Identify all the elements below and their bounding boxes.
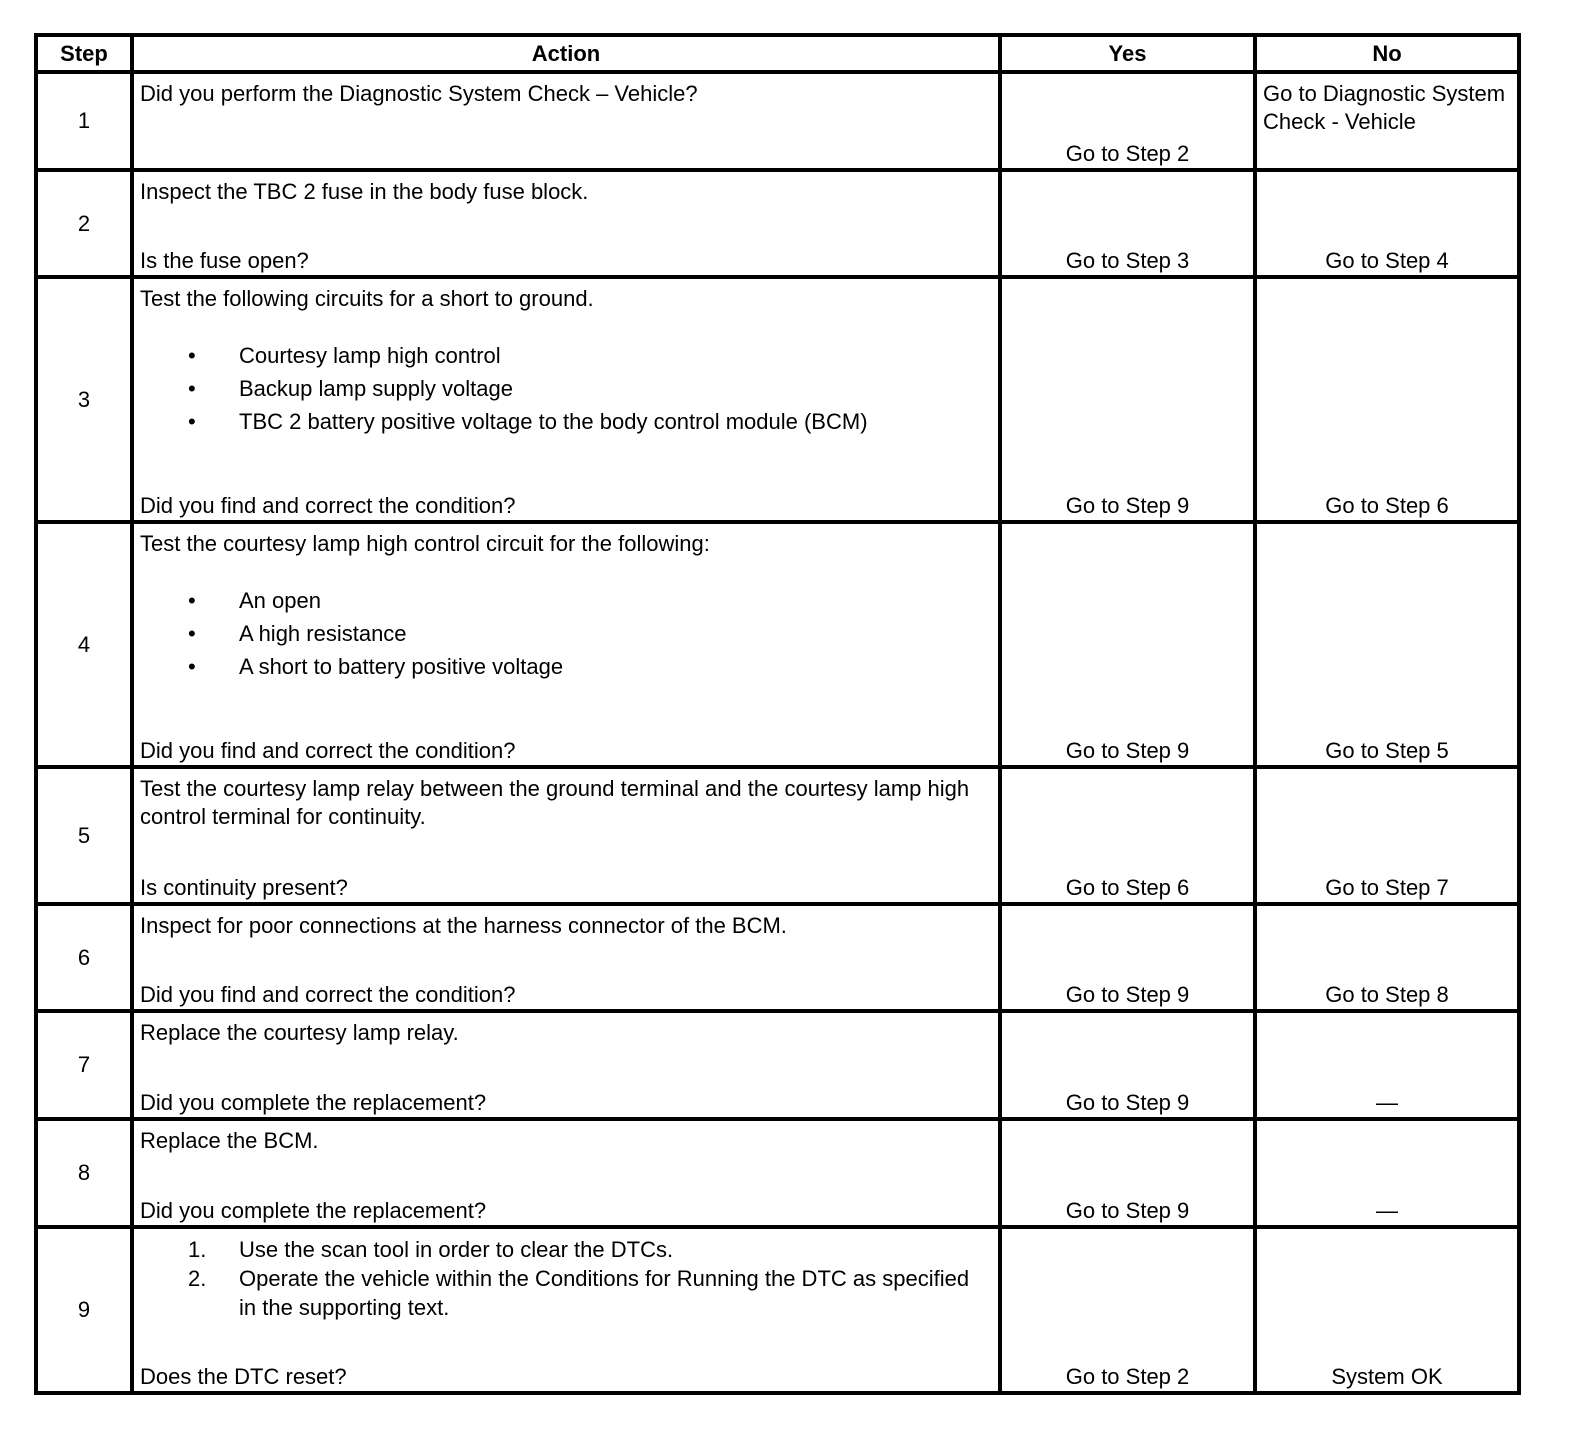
step-number: 7 xyxy=(36,1011,132,1119)
no-cell: Go to Step 5 xyxy=(1255,522,1519,767)
diagnostic-table xyxy=(34,33,1521,1395)
no-cell: Go to Step 8 xyxy=(1255,904,1519,1011)
list-item-text: TBC 2 battery positive voltage to the body control module (BCM) xyxy=(239,409,868,434)
action-text: Test the following circuits for a short to ground. xyxy=(140,286,594,311)
list-item xyxy=(140,1264,992,1322)
list-item-text: Operate the vehicle within the Conditions for Running the DTC as specified in the supporting text. xyxy=(239,1266,970,1320)
yes-cell: Go to Step 3 xyxy=(1000,170,1255,277)
no-cell: — xyxy=(1255,1119,1519,1227)
bullet-icon: • xyxy=(188,588,196,613)
yes-cell: Go to Step 9 xyxy=(1000,522,1255,767)
table-row xyxy=(36,72,1519,170)
no-cell: Go to Step 4 xyxy=(1255,170,1519,277)
list-number: 2. xyxy=(188,1266,207,1291)
action-text: Inspect the TBC 2 fuse in the body fuse block. xyxy=(140,179,589,204)
step-number: 3 xyxy=(36,277,132,522)
yes-cell: Go to Step 2 xyxy=(1000,1227,1255,1393)
action-cell xyxy=(132,904,1000,1011)
table-row xyxy=(36,1011,1519,1119)
list-item xyxy=(140,650,992,683)
list-item-text: Backup lamp supply voltage xyxy=(239,376,513,401)
action-cell xyxy=(132,1119,1000,1227)
action-question: Is the fuse open? xyxy=(140,248,309,273)
action-cell xyxy=(132,170,1000,277)
list-item-text: An open xyxy=(239,588,321,613)
step-number: 8 xyxy=(36,1119,132,1227)
no-cell: Go to Step 7 xyxy=(1255,767,1519,904)
yes-cell: Go to Step 9 xyxy=(1000,277,1255,522)
yes-cell: Go to Step 9 xyxy=(1000,1011,1255,1119)
list-item xyxy=(140,617,992,650)
action-question: Did you complete the replacement? xyxy=(140,1198,487,1223)
list-item-text: Use the scan tool in order to clear the DTCs. xyxy=(239,1237,674,1262)
header-action: Action xyxy=(132,35,1000,72)
action-cell xyxy=(132,277,1000,522)
action-question: Did you find and correct the condition? xyxy=(140,493,516,518)
no-cell: Go to Diagnostic System Check - Vehicle xyxy=(1255,72,1519,170)
header-no: No xyxy=(1255,35,1519,72)
action-text: Replace the BCM. xyxy=(140,1128,319,1153)
action-question: Did you find and correct the condition? xyxy=(140,738,516,763)
no-cell: — xyxy=(1255,1011,1519,1119)
list-item xyxy=(140,584,992,617)
header-step: Step xyxy=(36,35,132,72)
action-cell xyxy=(132,1227,1000,1393)
action-cell xyxy=(132,767,1000,904)
action-text: Did you perform the Diagnostic System Check – Vehicle? xyxy=(140,81,698,106)
list-item xyxy=(140,339,992,372)
table-row xyxy=(36,170,1519,277)
bullet-icon: • xyxy=(188,343,196,368)
list-item xyxy=(140,405,992,438)
action-text: Replace the courtesy lamp relay. xyxy=(140,1020,459,1045)
action-question: Did you find and correct the condition? xyxy=(140,982,516,1007)
no-cell: Go to Step 6 xyxy=(1255,277,1519,522)
numbered-list xyxy=(140,1235,992,1322)
table-row xyxy=(36,767,1519,904)
step-number: 6 xyxy=(36,904,132,1011)
yes-cell: Go to Step 9 xyxy=(1000,1119,1255,1227)
action-question: Is continuity present? xyxy=(140,875,348,900)
table-row xyxy=(36,522,1519,767)
table-row xyxy=(36,1227,1519,1393)
bullet-list xyxy=(140,339,992,438)
step-number: 1 xyxy=(36,72,132,170)
bullet-list xyxy=(140,584,992,683)
action-question: Did you complete the replacement? xyxy=(140,1090,487,1115)
step-number: 5 xyxy=(36,767,132,904)
yes-cell: Go to Step 2 xyxy=(1000,72,1255,170)
action-cell xyxy=(132,72,1000,170)
list-item-text: A short to battery positive voltage xyxy=(239,654,564,679)
no-cell: System OK xyxy=(1255,1227,1519,1393)
bullet-icon: • xyxy=(188,621,196,646)
step-number: 9 xyxy=(36,1227,132,1393)
action-cell xyxy=(132,1011,1000,1119)
table-row xyxy=(36,277,1519,522)
step-number: 2 xyxy=(36,170,132,277)
yes-cell: Go to Step 9 xyxy=(1000,904,1255,1011)
action-text: Inspect for poor connections at the harness connector of the BCM. xyxy=(140,913,787,938)
header-yes: Yes xyxy=(1000,35,1255,72)
list-item xyxy=(140,372,992,405)
list-item-text: A high resistance xyxy=(239,621,407,646)
bullet-icon: • xyxy=(188,654,196,679)
header-row xyxy=(36,35,1519,72)
table-row xyxy=(36,1119,1519,1227)
table-row xyxy=(36,904,1519,1011)
action-question: Does the DTC reset? xyxy=(140,1364,347,1389)
list-item xyxy=(140,1235,992,1264)
action-cell xyxy=(132,522,1000,767)
yes-cell: Go to Step 6 xyxy=(1000,767,1255,904)
list-number: 1. xyxy=(188,1237,207,1262)
action-text: Test the courtesy lamp high control circuit for the following: xyxy=(140,531,710,556)
bullet-icon: • xyxy=(188,376,196,401)
bullet-icon: • xyxy=(188,409,196,434)
step-number: 4 xyxy=(36,522,132,767)
list-item-text: Courtesy lamp high control xyxy=(239,343,501,368)
action-text: Test the courtesy lamp relay between the ground terminal and the courtesy lamp high control terminal for continuity. xyxy=(140,776,970,829)
